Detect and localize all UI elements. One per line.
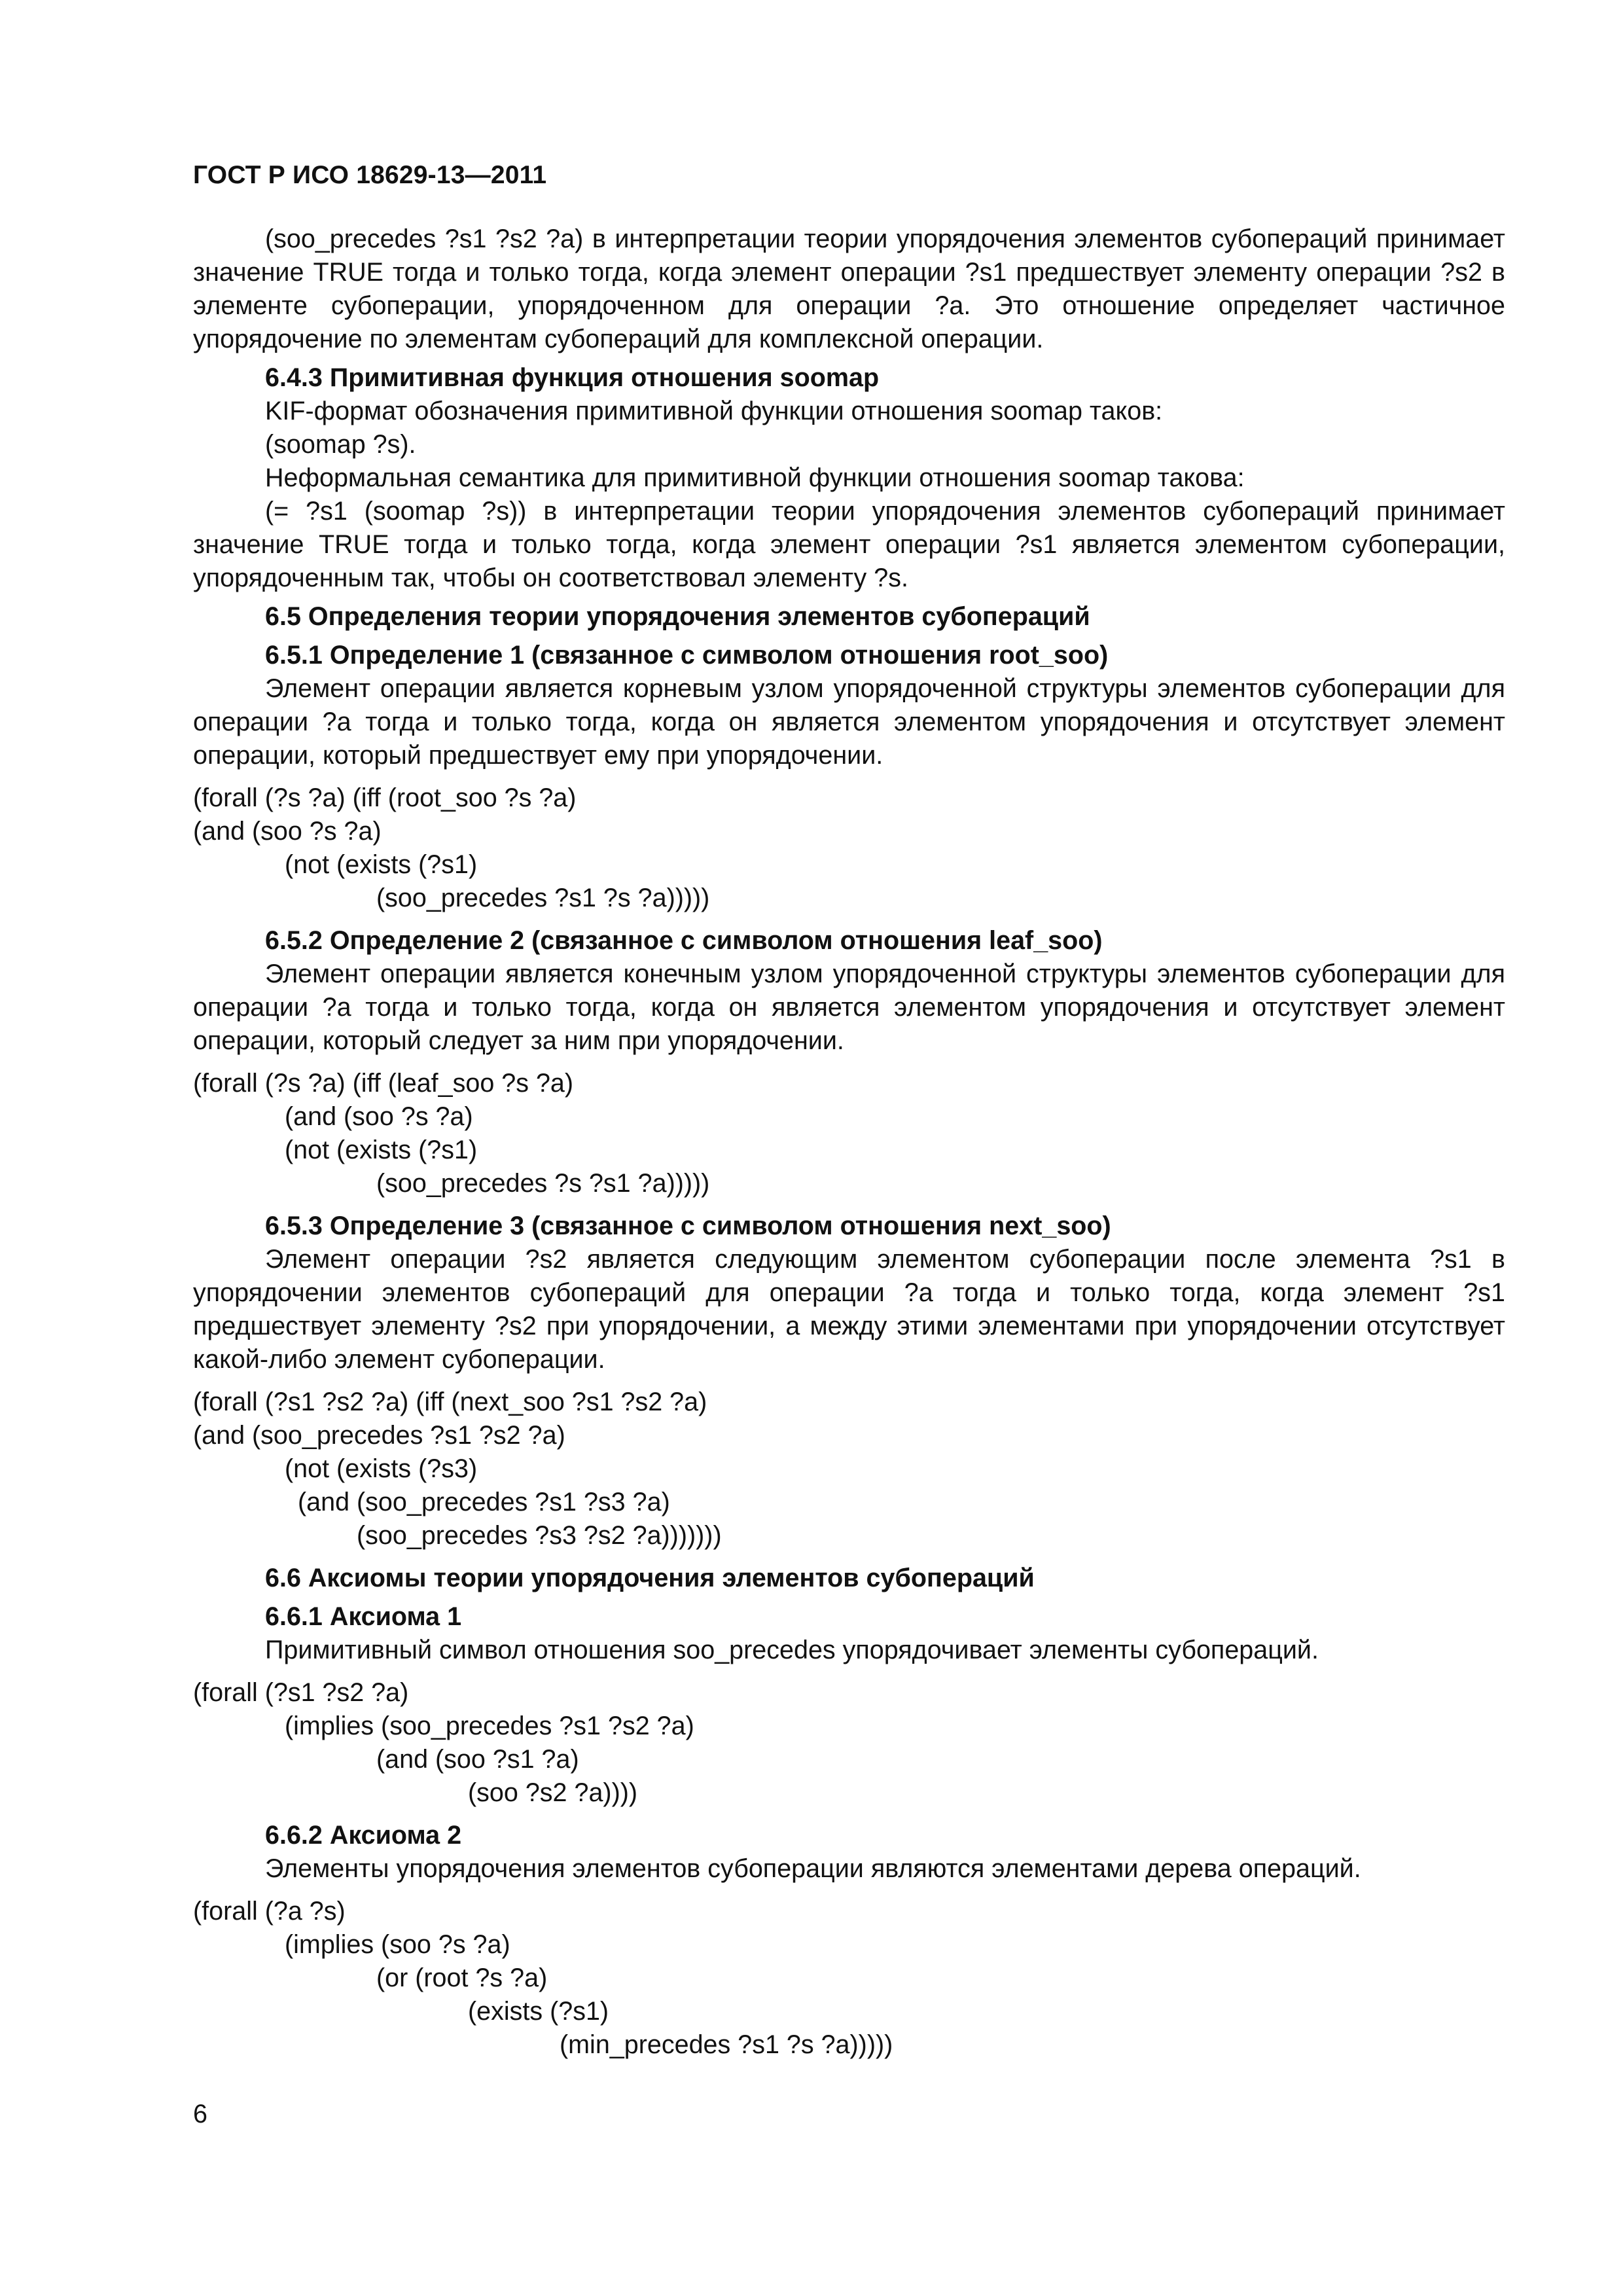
code-block-next-soo: [193, 1386, 1505, 1552]
heading-6-5-2: 6.5.2 Определение 2 (связанное с символом отношения leaf_soo): [265, 926, 1103, 955]
page-number: 6: [193, 2100, 207, 2128]
code-line: (soo_precedes ?s3 ?s2 ?a))))))): [357, 1521, 722, 1550]
heading-6-6-1: 6.6.1 Аксиома 1: [265, 1602, 462, 1631]
code-line: (not (exists (?s1): [285, 850, 478, 879]
code-line: (forall (?s1 ?s2 ?a) (iff (next_soo ?s1 ?s2 ?a): [193, 1388, 707, 1416]
code-line: (and (soo_precedes ?s1 ?s2 ?a): [193, 1421, 565, 1450]
code-line: (or (root ?s ?a): [376, 1964, 548, 1992]
paragraph-next-soo: Элемент операции ?s2 является следующим элементом субоперации после элемента ?s1 в упорядочении элементов субопераций для операции ?a тогда и только тогда, когда элемент ?s1 предшествует элементу ?s2 при упорядочении, а между этими элементами при упорядочении отсутствует какой-либо элемент субоперации.: [193, 1245, 1505, 1374]
code-line: (and (soo_precedes ?s1 ?s3 ?a): [298, 1488, 670, 1516]
paragraph-kif-format: KIF-формат обозначения примитивной функции отношения soomap таков:: [265, 397, 1163, 425]
document-header: ГОСТ Р ИСО 18629-13—2011: [193, 161, 547, 189]
code-line: (soo_precedes ?s ?s1 ?a))))): [376, 1169, 710, 1198]
code-line: (min_precedes ?s1 ?s ?a))))): [560, 2030, 893, 2059]
code-block-leaf-soo: [193, 1067, 1505, 1200]
heading-6-5-3: 6.5.3 Определение 3 (связанное с символом отношения next_soo): [265, 1211, 1111, 1240]
paragraph-root-soo: Элемент операции является корневым узлом упорядоченной структуры элементов субоперации для операции ?a тогда и только тогда, когда он является элементом упорядочения и отсутствует элемент операции, который предшествует ему при упорядочении.: [193, 674, 1505, 770]
heading-6-5: 6.5 Определения теории упорядочения элементов субопераций: [265, 602, 1090, 631]
code-block-axiom-1: [193, 1676, 1505, 1810]
heading-6-5-1: 6.5.1 Определение 1 (связанное с символом отношения root_soo): [265, 641, 1109, 670]
code-line: (forall (?s ?a) (iff (leaf_soo ?s ?a): [193, 1069, 574, 1098]
paragraph-leaf-soo: Элемент операции является конечным узлом упорядоченной структуры элементов субоперации для операции ?a тогда и только тогда, когда он является элементом упорядочения и отсутствует элемент операции, который следует за ним при упорядочении.: [193, 960, 1505, 1055]
paragraph-informal-semantics: Неформальная семантика для примитивной функции отношения soomap такова:: [265, 463, 1245, 492]
paragraph-axiom-2: Элементы упорядочения элементов субоперации являются элементами дерева операций.: [265, 1854, 1361, 1883]
code-line: (soo_precedes ?s1 ?s ?a))))): [376, 884, 710, 912]
paragraph-soomap-semantics: (= ?s1 (soomap ?s)) в интерпретации теории упорядочения элементов субопераций принимает значение TRUE тогда и только тогда, когда элемент операции ?s1 является элементом субоперации, упорядоченным так, чтобы он соответствовал элементу ?s.: [193, 497, 1505, 592]
code-line: (not (exists (?s3): [285, 1454, 478, 1483]
heading-6-4-3: 6.4.3 Примитивная функция отношения soomap: [265, 363, 880, 392]
code-line: (and (soo ?s ?a): [193, 817, 382, 846]
code-line: (forall (?s1 ?s2 ?a): [193, 1678, 409, 1707]
heading-6-6-2: 6.6.2 Аксиома 2: [265, 1821, 462, 1850]
code-line: (soo ?s2 ?a)))): [468, 1778, 638, 1807]
heading-6-6: 6.6 Аксиомы теории упорядочения элементов субопераций: [265, 1564, 1035, 1592]
code-line: (implies (soo_precedes ?s1 ?s2 ?a): [285, 1712, 694, 1740]
paragraph-axiom-1: Примитивный символ отношения soo_precedes упорядочивает элементы субопераций.: [265, 1636, 1319, 1664]
code-line: (forall (?s ?a) (iff (root_soo ?s ?a): [193, 783, 577, 812]
code-block-root-soo: [193, 781, 1505, 915]
code-block-axiom-2: [193, 1895, 1505, 2062]
code-line: (implies (soo ?s ?a): [285, 1930, 510, 1959]
paragraph-soo-precedes-semantics: (soo_precedes ?s1 ?s2 ?a) в интерпретации теории упорядочения элементов субопераций принимает значение TRUE тогда и только тогда, когда элемент операции ?s1 предшествует элементу операции ?s2 в элементе субоперации, упорядоченном для операции ?a. Это отношение определяет частичное упорядочение по элементам субопераций для комплексной операции.: [193, 224, 1505, 353]
code-line: (exists (?s1): [468, 1997, 609, 2026]
page-content: [193, 223, 1505, 2062]
paragraph-soomap-expression: (soomap ?s).: [265, 430, 416, 459]
code-line: (and (soo ?s1 ?a): [376, 1745, 579, 1774]
code-line: (not (exists (?s1): [285, 1136, 478, 1164]
code-line: (and (soo ?s ?a): [285, 1102, 473, 1131]
code-line: (forall (?a ?s): [193, 1897, 346, 1926]
